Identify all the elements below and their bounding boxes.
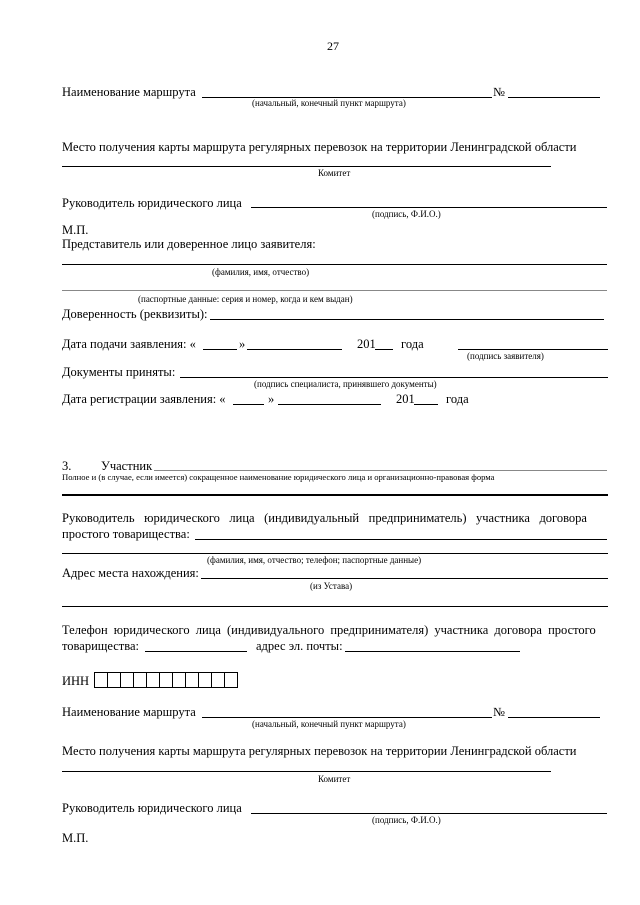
address-label: Адрес места нахождения: (62, 566, 199, 580)
participant-head-line2[interactable] (62, 553, 608, 554)
item-number: 3. (62, 459, 72, 473)
participant-head-text-line2: простого товарищества: (62, 527, 190, 541)
submission-day-line[interactable] (203, 349, 237, 350)
registration-day-line[interactable] (233, 404, 264, 405)
head-signature-line[interactable] (251, 207, 607, 208)
head-signature-line-2[interactable] (251, 813, 607, 814)
address-hint: (из Устава) (310, 581, 353, 591)
participant-head-text-line1: Руководитель юридического лица (индивидуальный предприниматель) участника договора (62, 511, 587, 525)
power-of-attorney-line[interactable] (210, 319, 604, 320)
passport-hint: (паспортные данные: серия и номер, когда и кем выдан) (138, 294, 353, 304)
submission-quote-close: » (239, 337, 246, 351)
registration-year-line[interactable] (414, 404, 438, 405)
page-number: 27 (327, 39, 339, 53)
participant-head-hint: (фамилия, имя, отчество; телефон; паспортные данные) (207, 555, 422, 565)
inn-cell[interactable] (159, 672, 173, 688)
submission-date-label: Дата подачи заявления: « (62, 337, 196, 351)
participant-name-line[interactable] (154, 470, 607, 471)
participant-hint: Полное и (в случае, если имеется) сокращенное наименование юридического лица и организационно-правовая форма (62, 472, 495, 482)
submission-year-prefix: 201 (357, 337, 376, 351)
inn-label: ИНН (62, 674, 90, 688)
registration-year-prefix: 201 (396, 392, 415, 406)
email-label: адрес эл. почты: (256, 639, 343, 653)
inn-cell[interactable] (94, 672, 108, 688)
registration-year-suffix: года (446, 392, 469, 406)
route-name-label-2: Наименование маршрута (62, 705, 196, 719)
documents-accepted-label: Документы приняты: (62, 365, 176, 379)
registration-month-line[interactable] (278, 404, 381, 405)
phone-line[interactable] (145, 651, 247, 652)
committee-line[interactable] (62, 166, 551, 167)
signature-hint: (подпись, Ф.И.О.) (372, 209, 441, 219)
inn-cell[interactable] (185, 672, 199, 688)
route-number-label-2: № (493, 705, 505, 719)
phone-text-line2: товарищества: (62, 639, 140, 653)
representative-fio-line[interactable] (62, 264, 607, 265)
submission-year-line[interactable] (375, 349, 393, 350)
submission-month-line[interactable] (247, 349, 342, 350)
route-hint-2: (начальный, конечный пункт маршрута) (252, 719, 406, 729)
committee-hint: Комитет (318, 168, 351, 178)
representative-label: Представитель или доверенное лицо заявителя: (62, 237, 316, 251)
address-line1[interactable] (201, 578, 608, 579)
inn-cell[interactable] (224, 672, 238, 688)
route-name-label: Наименование маршрута (62, 85, 196, 99)
route-name-line-2[interactable] (202, 717, 492, 718)
applicant-signature-hint: (подпись заявителя) (467, 351, 544, 361)
section-divider (62, 494, 608, 496)
specialist-hint: (подпись специалиста, принявшего документы) (254, 379, 437, 389)
participant-head-line1[interactable] (195, 539, 607, 540)
route-hint: (начальный, конечный пункт маршрута) (252, 98, 406, 108)
inn-cell[interactable] (146, 672, 160, 688)
inn-cell[interactable] (172, 672, 186, 688)
stamp-label-2: М.П. (62, 831, 89, 845)
documents-accepted-line[interactable] (180, 377, 608, 378)
inn-cell[interactable] (107, 672, 121, 688)
passport-line[interactable] (62, 290, 607, 291)
inn-cell[interactable] (211, 672, 225, 688)
participant-label: Участник (101, 459, 153, 473)
committee-line-2[interactable] (62, 771, 551, 772)
submission-year-suffix: года (401, 337, 424, 351)
applicant-signature-line[interactable] (458, 349, 608, 350)
address-line2[interactable] (62, 606, 608, 607)
inn-cells (95, 672, 238, 688)
route-number-label: № (493, 85, 505, 99)
inn-cell[interactable] (198, 672, 212, 688)
head-label-2: Руководитель юридического лица (62, 801, 242, 815)
fio-hint: (фамилия, имя, отчество) (212, 267, 310, 277)
inn-cell[interactable] (120, 672, 134, 688)
email-line[interactable] (345, 651, 520, 652)
inn-cell[interactable] (133, 672, 147, 688)
card-place-text-2: Место получения карты маршрута регулярных перевозок на территории Ленинградской области (62, 744, 577, 758)
phone-text-line1: Телефон юридического лица (индивидуального предпринимателя) участника договора простого (62, 623, 596, 637)
signature-hint-2: (подпись, Ф.И.О.) (372, 815, 441, 825)
registration-date-label: Дата регистрации заявления: « (62, 392, 226, 406)
registration-quote-close: » (268, 392, 275, 406)
route-number-line-2[interactable] (508, 717, 600, 718)
route-number-line[interactable] (508, 97, 600, 98)
stamp-label: М.П. (62, 223, 89, 237)
head-label: Руководитель юридического лица (62, 196, 242, 210)
committee-hint-2: Комитет (318, 774, 351, 784)
power-of-attorney-label: Доверенность (реквизиты): (62, 307, 208, 321)
card-place-text: Место получения карты маршрута регулярных перевозок на территории Ленинградской области (62, 140, 577, 154)
